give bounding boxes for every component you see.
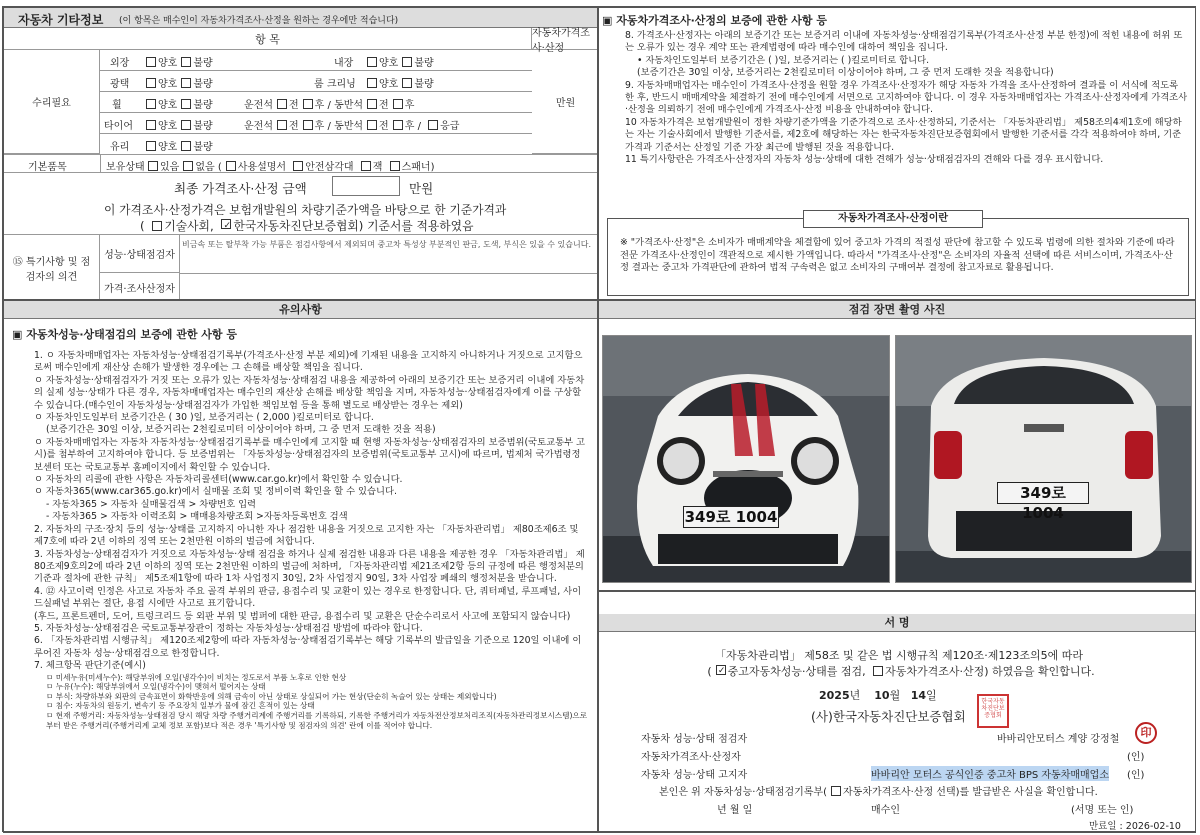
wheel-driver-rear-checkbox[interactable] <box>303 99 313 109</box>
price-unit: 만원 <box>532 50 598 154</box>
inspector-label: 자동차 성능·상태 점검자 <box>641 734 748 745</box>
confirm-inspection-label: 중고자동차성능·상태를 점검, <box>727 665 866 678</box>
price-inspector-sign-label: 자동차가격조사·산정자 <box>641 752 741 763</box>
bad-label: 불량 <box>193 121 213 132</box>
good-label: 양호 <box>158 79 178 90</box>
bad-label: 불량 <box>193 58 213 69</box>
note-line: ㅇ 자동차의 리콜에 관한 사항은 자동차리콜센터(www.car.go.kr)에서 확인할 수 있습니다. <box>34 474 403 486</box>
note-line: 3. 자동차성능·상태점검자가 거짓으로 자동차성능·상태 점검을 하거나 실제 점검한 내용과 다른 내용을 제공한 경우 「자동차관리법」 제80조제9호의2에 따라 2년 이하의 징역 또는 2천만원 이하의 벌금에 처하며, 「자동차관리법 제21조제2항 등의 규정에 따른 행정처분의 기준과 절차에 관한 규칙」 제5조제1항에 따라 1차 사업정지 30일, 2차 사업정지 90일, 3차 사업장 폐쇄의 행정처분을 받습니다. <box>34 548 585 585</box>
note-line: - 자동차365 > 자동차 이력조회 > 매매용차량조회 >자동차등록번호 검색 <box>46 511 348 523</box>
label-exterior: 외장 <box>110 58 130 69</box>
row-tire: 타이어 양호 불량 운전석 전 후 / 동반석 전 후 / 응급 <box>100 113 532 134</box>
basic-have-checkbox[interactable] <box>148 161 158 171</box>
notes-sub: ▣ 자동차성능·상태점검의 보증에 관한 사항 등 <box>12 328 237 341</box>
inspector-opinion-text: 비금속 또는 탈부착 가능 부품은 점검사항에서 제외되며 중고차 특성상 부분적인 판금, 도색, 부식은 있을 수 있습니다. <box>182 240 591 249</box>
month-unit: 월 <box>889 689 901 702</box>
bad-label: 불량 <box>193 142 213 153</box>
note-line: (보증기간은 30일 이상, 보증거리는 2천킬로미터 이상이어야 하며, 그 중 먼저 도래한 것을 적용) <box>46 424 436 436</box>
receipt-price-checkbox[interactable] <box>831 786 841 796</box>
room-good-checkbox[interactable] <box>367 78 377 88</box>
para-8: 8. 가격조사·산정자는 아래의 보증기간 또는 보증거리 이내에 자동차성능·상태점검기록부(가격조사·산정 부분 한정)에 적힌 내용에 허위 또는 오류가 있는 경우 계약 또는 관계법령에 따라 매수인에 대하여 책임을 집니다. <box>625 30 1183 54</box>
other-info-title: 자동차 기타정보 <box>18 13 104 27</box>
price-guarantee-head: ▣ 자동차가격조사·산정의 보증에 관한 사항 등 <box>602 14 827 27</box>
rear-license-plate: 349로 1004 <box>997 482 1089 504</box>
receipt-date: 년 월 일 <box>717 805 753 816</box>
rear-label: 후 <box>404 121 415 132</box>
label-gloss: 광택 <box>110 79 130 90</box>
row-gloss <box>100 71 532 92</box>
special-notes-block <box>4 235 598 300</box>
good-label: 양호 <box>379 79 399 90</box>
criteria-line: ㅁ 부식: 차량하부와 외판의 금속표면이 화학반응에 의해 금속이 아닌 상태로 상실되어 가는 현상(단순히 녹슬어 있는 상태는 제외합니다) <box>46 691 497 701</box>
jack-label: 잭 <box>372 162 383 173</box>
final-price-unit: 만원 <box>409 181 434 196</box>
para-9: 9. 자동차매매업자는 매수인이 가격조사·산정을 원할 경우 가격조사·산정자가 해당 자동차 가격을 조사·산정하여 결과를 이 서식에 적도록 한 후, 반드시 매매계약을 체결하기 전에 매수인에게 서면으로 고지하여야 합니다. 이 경우 자동차매매업자는 가격조사·산정자에게 가격조사·산정을 의뢰하기 전에 매수인에게 가격조사·산정 비용을 안내하여야 합니다. <box>625 79 1188 116</box>
confirm-price-label: 자동차가격조사·산정) 하였음을 확인합니다. <box>885 665 1095 678</box>
day-unit: 일 <box>926 689 937 702</box>
label-wheel: 휠 <box>112 100 122 111</box>
note-line: 5. 자동차성능·상태점검은 국토교통부장관이 정하는 자동차성능·상태점검 방법에 따라야 합니다. <box>34 622 423 634</box>
criteria-line: ㅁ 현재 주행거리: 자동차성능·상태점검 당시 해당 차량 주행거리계에 주행거리를 기록하되, 기록한 주행거리가 자동차전산정보처리조직(자동차관리정보시스템)으로부터 받은 주행거리(주행거리계 교체 정보 포함)보다 적은 경우 '특기사항 및 점검자의 의견' 란에 이를 적어야 합니다. <box>46 710 588 730</box>
price-guarantee-section <box>598 7 1196 300</box>
signature-head: 서 명 <box>599 614 1195 632</box>
repair-group-label: 수리필요 <box>4 50 100 154</box>
wheel-pass-rear-checkbox[interactable] <box>393 99 403 109</box>
note-line: 7. 체크항목 판단기준(예시) <box>34 660 146 672</box>
tire-driver-rear-checkbox[interactable] <box>303 120 313 130</box>
criteria-line: ㅁ 누유(누수): 해당부위에서 오일(냉각수)이 맺혀서 떨어지는 상태 <box>46 682 266 692</box>
final-price-block: 최종 가격조사·산정 금액 만원 이 가격조사·산정가격은 보험개발원의 차량기준가액을 바탕으로 한 기준가격과 ( 기술사회, ✓ 한국자동차진단보증협회) 기준서를 적용하였음 <box>4 173 598 235</box>
row-wheel: 휠 양호 불량 운전석 전 후 / 동반석 전 후 <box>100 92 532 113</box>
wheel-bad-checkbox[interactable] <box>181 99 191 109</box>
buyer-label: 매수인 <box>871 805 900 816</box>
label-glass: 유리 <box>110 142 130 153</box>
wheel-pass-front-checkbox[interactable] <box>367 99 377 109</box>
bad-label: 불량 <box>414 58 434 69</box>
year-unit: 년 <box>849 689 861 702</box>
note-line: ㅇ 자동차매매업자는 자동차 자동차성능·상태점검기록부를 매수인에게 고지할 때 현행 자동차성능·상태점검자의 보증범위(국토교통부 고시)를 첨부하여 고지하여야 합니다. 등 보증범위는 「자동차성능·상태점검자의 보증범위(국토교통부 고시)에 따르며, 법제처 국가법령정보센터 또는 국토교통부 홈페이지에서 확인할 수 있습니다. <box>34 436 585 473</box>
expire-date: 만료일 : 2026-02-10 <box>1089 821 1181 832</box>
spanner-label: 스패너 <box>401 162 431 173</box>
rear-label: 후 <box>314 100 325 111</box>
bad-label: 불량 <box>414 79 434 90</box>
tire-pass-front-checkbox[interactable] <box>367 120 377 130</box>
gloss-bad-checkbox[interactable] <box>181 78 191 88</box>
other-info-note: (이 항목은 매수인이 자동차가격조사·산정을 원하는 경우에만 적습니다) <box>119 16 399 26</box>
basis-engineer-checkbox[interactable] <box>152 221 162 231</box>
price-definition-box <box>607 213 1189 296</box>
price-seal-mark: (인) <box>1127 752 1145 763</box>
gloss-good-checkbox[interactable] <box>146 78 156 88</box>
note-line: (후드, 프론트펜더, 도어, 트렁크리드 등 외판 부위 및 범퍼에 대한 판금, 용접수리 및 교환은 단순수리로서 사고에 포함되지 않습니다) <box>34 610 571 622</box>
price-guarantee-paragraphs <box>611 30 1189 166</box>
inspector-seal-icon: 印 <box>1135 722 1157 744</box>
sign-org: (사)한국자동차진단보증협회 <box>811 709 966 724</box>
row-glass <box>100 134 532 154</box>
manual-checkbox[interactable] <box>226 161 236 171</box>
label-possession: 보유상태 <box>106 162 145 173</box>
exterior-bad-checkbox[interactable] <box>181 57 191 67</box>
passenger-label: 동반석 <box>334 100 364 111</box>
driver-label: 운전석 <box>244 121 273 132</box>
wheel-driver-front-checkbox[interactable] <box>277 99 287 109</box>
criteria-line: ㅁ 침수: 자동차의 원동기, 변속기 등 주요장치 일부가 물에 잠긴 흔적이 있는 상태 <box>46 701 315 711</box>
notifier-seal-mark: (인) <box>1127 770 1145 781</box>
para-10: 10 자동차가격은 보험개발원이 정한 차량기준가액을 기준가격으로 조사·산정하되, 기준서는 「자동차관리법」 제58조의4제1호에 해당하는 자는 기술사회에서 발행한 기준서를, 제2호에 해당하는 자는 한국자동차진단보증협회에서 발행한 기준서를 각각 적용하여야 하며, 기준가격과 기준서는 산정일 기준 가장 최근에 발행된 것을 적용합니다. <box>625 116 1182 153</box>
sign-date <box>819 687 937 703</box>
good-label: 양호 <box>158 100 178 111</box>
basis-text: 이 가격조사·산정가격은 보험개발원의 차량기준가액을 바탕으로 한 기준가격과 <box>104 203 507 217</box>
row-basic-items: 기본품목 보유상태 있음 없음 ( 사용설명서 안전삼각대 잭 스패너) <box>4 154 598 173</box>
front-label: 전 <box>288 100 299 111</box>
bad-label: 불량 <box>193 100 213 111</box>
emergency-label: 응급 <box>440 121 460 132</box>
note-line: ㅇ 자동차365(www.car365.go.kr)에서 실매물 조회 및 정비이력 확인을 할 수 있습니다. <box>34 486 397 498</box>
spanner-checkbox[interactable] <box>390 161 400 171</box>
rear-label: 후 <box>404 100 415 111</box>
signature-section <box>598 591 1196 833</box>
passenger-label: 동반석 <box>334 121 364 132</box>
good-label: 양호 <box>158 58 178 69</box>
final-price-input[interactable] <box>332 176 400 196</box>
front-license-plate: 349로 1004 <box>684 508 778 526</box>
other-info-section <box>3 7 598 300</box>
tire-bad-checkbox[interactable] <box>181 120 191 130</box>
price-inspector-label: 가격·조사산정자 <box>100 273 180 300</box>
sign-year: 2025 <box>819 689 850 702</box>
basic-none-checkbox[interactable] <box>183 161 193 171</box>
confirm-inspection-checkbox[interactable] <box>716 665 726 675</box>
tire-pass-rear-checkbox[interactable] <box>393 120 403 130</box>
sign-day: 14 <box>910 689 927 702</box>
glass-good-checkbox[interactable] <box>146 141 156 151</box>
col-item-header: 항 목 <box>4 28 532 50</box>
driver-label: 운전석 <box>244 100 273 111</box>
notes-section <box>3 300 598 833</box>
special-notes-label: ⑮ 특기사항 및 점검자의 의견 <box>4 235 100 300</box>
room-bad-checkbox[interactable] <box>402 78 412 88</box>
basis-kadiga-label: 한국자동차진단보증협회) 기준서를 적용하였음 <box>233 219 474 233</box>
rear-label: 후 <box>314 121 325 132</box>
jack-checkbox[interactable] <box>361 161 371 171</box>
sign-month: 10 <box>874 689 890 702</box>
photos-section <box>598 300 1196 591</box>
note-line: 2. 자동차의 구조·장치 등의 성능·상태를 고지하지 아니한 자나 점검한 내용을 거짓으로 고지한 자는 「자동차관리법」 제80조제6조 및 제7호에 따라 2년 이하의 징역 또는 2천만원 이하의 벌금에 처합니다. <box>34 523 579 548</box>
front-car-image <box>603 336 890 583</box>
criteria-line: ㅁ 미세누유(미세누수): 해당부위에 오일(냉각수)이 비치는 정도로서 부품 노후로 인한 현상 <box>46 672 347 682</box>
price-definition-text: ※ "가격조사·산정"은 소비자가 매매계약을 체결함에 있어 중고차 가격의 적절성 판단에 참고할 수 있도록 법령에 의한 절차와 기준에 따라 전문 가격조사·산정인이 객관적으로 제시한 가액입니다. 따라서 "가격조사·산정"은 소비자의 자율적 선택에 따른 서비스이며, 가격조사·산정 결과는 중고차 가격판단에 관하여 법적 구속력은 없고 소비자의 구매여부 결정에 참고자료로 활용됩니다. <box>620 237 1175 273</box>
good-label: 양호 <box>379 58 399 69</box>
notes-head: 유의사항 <box>4 301 597 319</box>
label-room-clean: 룸 크리닝 <box>314 79 356 90</box>
note-line: - 자동차365 > 자동차 실매물검색 > 차량번호 입력 <box>46 498 257 510</box>
interior-good-checkbox[interactable] <box>367 57 377 67</box>
label-interior: 내장 <box>334 58 354 69</box>
triangle-label: 안전삼각대 <box>305 162 354 173</box>
good-label: 양호 <box>158 121 178 132</box>
wheel-good-checkbox[interactable] <box>146 99 156 109</box>
note-line: 6. 「자동차관리법 시행규칙」 제120조제2항에 따라 자동차성능·상태점검기록부는 해당 기록부의 발급일을 기준으로 120일 이내에 이루어진 자동차 성능·상태점검으로 한정합니다. <box>34 635 582 659</box>
good-label: 양호 <box>158 142 178 153</box>
manual-label: 사용설명서 <box>237 162 287 173</box>
notifier-label: 자동차 성능·상태 고지자 <box>641 770 748 781</box>
rear-car-image <box>896 336 1192 583</box>
receipt-text2: 자동차가격조사·산정 선택)를 발급받은 사실을 확인합니다. <box>843 787 1098 798</box>
col-price-header: 자동차가격조사·산정 <box>532 28 590 54</box>
interior-bad-checkbox[interactable] <box>402 57 412 67</box>
front-label: 전 <box>288 121 299 132</box>
none-label: 없음 <box>195 162 215 173</box>
photos-head: 점검 장면 촬영 사진 <box>599 301 1195 319</box>
front-car-photo <box>602 335 890 583</box>
receipt-text: 본인은 위 자동차성능·상태점검기록부( <box>659 787 827 798</box>
sign-confirm-line: (✓ 중고자동차성능·상태를 점검, 자동차가격조사·산정) 하였음을 확인합니다. <box>671 663 1131 679</box>
rear-car-photo <box>895 335 1192 583</box>
notifier-name: 바바리안 모터스 공식인증 중고차 BPS 자동차매매업소 <box>871 766 1109 781</box>
sign-law-line: 「자동차관리법」 제58조 및 같은 법 시행규칙 제120조·제123조의5에 따라 <box>715 649 1083 662</box>
have-label: 있음 <box>160 162 180 173</box>
inspection-record-page <box>2 6 1196 832</box>
triangle-checkbox[interactable] <box>293 161 303 171</box>
note-line: 1. ㅇ 자동차매매업자는 자동차성능·상태점검기록부(가격조사·산정 부분 제외)에 기재된 내용을 고지하지 아니하거나 거짓으로 고지함으로써 매수인에게 재산상 손해가 발생한 경우에는 그 손해를 배상할 책임을 집니다. <box>34 350 583 374</box>
final-price-label: 최종 가격조사·산정 금액 <box>174 181 307 196</box>
inspector-name: 바바리안모터스 계양 강정철 <box>997 734 1120 745</box>
tire-driver-front-checkbox[interactable] <box>277 120 287 130</box>
exterior-good-checkbox[interactable] <box>146 57 156 67</box>
front-label: 전 <box>379 100 389 111</box>
org-seal: 한국자동차진단보증협회 <box>977 694 1009 728</box>
tire-emergency-checkbox[interactable] <box>428 120 438 130</box>
label-tire: 타이어 <box>104 121 133 132</box>
para-8b: • 자동차인도일부터 보증기간은 ( )일, 보증거리는 ( )킬로미터로 합니다. <box>637 54 930 66</box>
basic-group-label: 기본품목 <box>28 162 67 173</box>
para-8c: (보증기간은 30일 이상, 보증거리는 2천킬로미터 이상이어야 하며, 그 중 먼저 도래한 것을 적용합니다) <box>637 67 1054 79</box>
basis-kadiga-checkbox[interactable] <box>221 219 231 229</box>
price-definition-title: 자동차가격조사·산정이란 <box>803 210 983 228</box>
note-line: ㅇ 자동차인도일부터 보증기간은 ( 30 )일, 보증거리는 ( 2,000 )킬로미터로 합니다. <box>34 412 374 424</box>
para-11: 11 특기사항란은 가격조사·산정자의 자동차 성능·상태에 대한 견해가 성능·상태점검자의 견해와 다를 경우 표시합니다. <box>625 154 1104 166</box>
inspector-opinion-label: 성능·상태점검자 <box>100 235 180 273</box>
glass-bad-checkbox[interactable] <box>181 141 191 151</box>
buyer-sign-mark: (서명 또는 인) <box>1071 805 1134 816</box>
confirm-price-checkbox[interactable] <box>873 666 883 676</box>
bad-label: 불량 <box>193 79 213 90</box>
row-exterior <box>100 50 532 71</box>
receipt-line <box>659 783 1098 798</box>
note-line: 4. ⑫ 사고이력 인정은 사고로 자동차 주요 골격 부위의 판금, 용접수리 및 교환이 있는 경우로 한정합니다. 단, 쿼터패널, 루프패널, 사이드실패널 부위는 절단, 용접 시에만 사고로 표기합니다. <box>34 585 582 610</box>
basis-engineer-label: 기술사회, <box>164 219 214 233</box>
front-label: 전 <box>379 121 389 132</box>
notes-body <box>20 350 588 730</box>
note-line: ㅇ 자동차성능·상태점검자가 거짓 또는 오류가 있는 자동차성능·상태점검 내용을 제공하여 아래의 보증기간 또는 보증거리 이내에 자동차의 실제 성능·상태가 다른 경우, 자동차매매업자는 매수인의 재산상 손해를 배상할 책임을 지며, 자동차성능·상태점검자에게 이를 구상할 수 있습니다.(매수인이 자동차성능·상태점검자가 가입한 책임보험 등을 통해 별도로 배상받는 경우는 제외) <box>34 374 585 411</box>
tire-good-checkbox[interactable] <box>146 120 156 130</box>
